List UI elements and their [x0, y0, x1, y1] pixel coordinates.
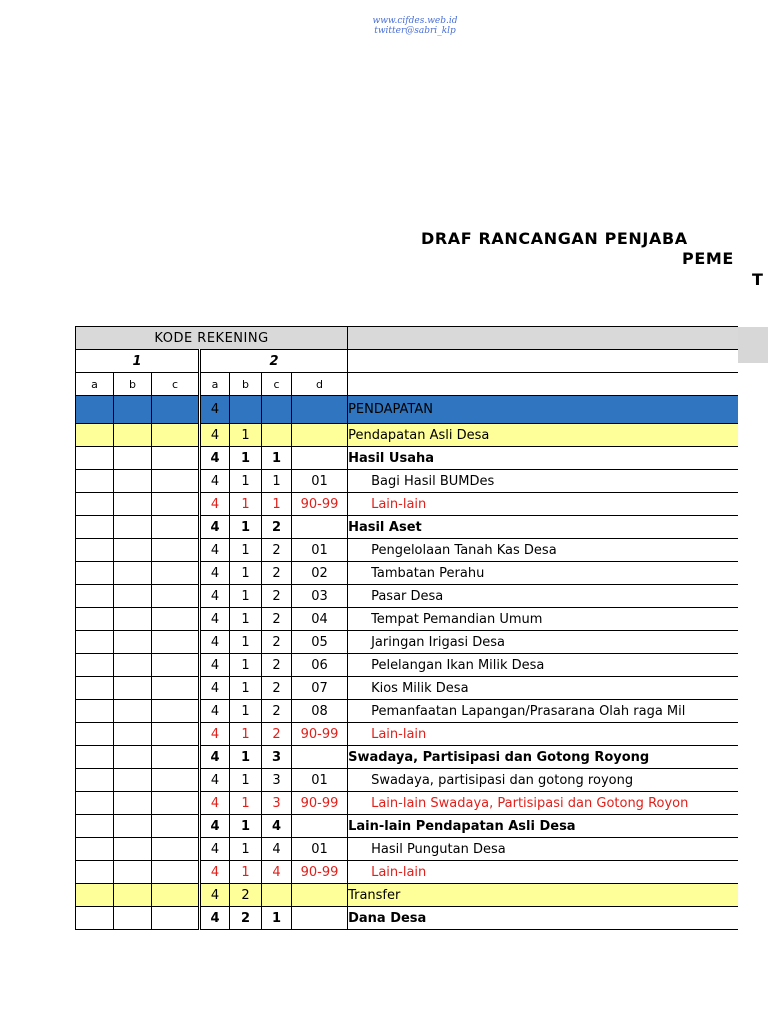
code-d: 01: [292, 470, 348, 493]
empty-cell-1: [76, 396, 114, 424]
empty-cell-1: [76, 746, 114, 769]
code-a: 4: [200, 631, 230, 654]
code-d: 90-99: [292, 723, 348, 746]
account-description: Bagi Hasil BUMDes: [348, 470, 738, 493]
code-a: 4: [200, 723, 230, 746]
account-description: Pengelolaan Tanah Kas Desa: [348, 539, 738, 562]
table-row: [76, 838, 739, 861]
code-a: 4: [200, 539, 230, 562]
code-c: [262, 884, 292, 907]
empty-cell-1: [76, 539, 114, 562]
empty-cell-2: [114, 585, 152, 608]
sub-label-a2: a: [200, 373, 230, 396]
empty-cell-2: [114, 470, 152, 493]
code-b: 1: [230, 654, 262, 677]
code-d: 08: [292, 700, 348, 723]
code-d: 07: [292, 677, 348, 700]
empty-cell-1: [76, 815, 114, 838]
empty-cell-3: [152, 631, 200, 654]
code-d: 90-99: [292, 792, 348, 815]
table-row: [76, 562, 739, 585]
code-b: 1: [230, 700, 262, 723]
code-c: 4: [262, 861, 292, 884]
code-d: 02: [292, 562, 348, 585]
empty-cell-1: [76, 700, 114, 723]
empty-cell-3: [152, 424, 200, 447]
code-c: 4: [262, 815, 292, 838]
account-description: Pendapatan Asli Desa: [348, 424, 738, 447]
empty-cell-2: [114, 539, 152, 562]
empty-cell-3: [152, 700, 200, 723]
account-description: Lain-lain Swadaya, Partisipasi dan Gotong Royon: [348, 792, 738, 815]
account-description: Pasar Desa: [348, 585, 738, 608]
code-d: 06: [292, 654, 348, 677]
sub-label-a1: a: [76, 373, 114, 396]
code-b: 1: [230, 516, 262, 539]
empty-cell-3: [152, 516, 200, 539]
empty-cell-1: [76, 654, 114, 677]
account-description: Dana Desa: [348, 907, 738, 930]
table-row: [76, 539, 739, 562]
empty-cell-1: [76, 907, 114, 930]
account-description: Transfer: [348, 884, 738, 907]
empty-cell-2: [114, 700, 152, 723]
table-row: [76, 631, 739, 654]
code-d: [292, 516, 348, 539]
document-title: [0, 229, 768, 289]
code-c: 2: [262, 516, 292, 539]
title-line-3: T: [752, 270, 764, 289]
code-c: 2: [262, 539, 292, 562]
empty-cell-2: [114, 769, 152, 792]
empty-cell-1: [76, 884, 114, 907]
empty-cell-2: [114, 493, 152, 516]
code-d: 04: [292, 608, 348, 631]
table-row: [76, 907, 739, 930]
table-row: [76, 585, 739, 608]
empty-cell-1: [76, 677, 114, 700]
code-b: 2: [230, 884, 262, 907]
code-c: 2: [262, 608, 292, 631]
sub-label-d2: d: [292, 373, 348, 396]
sub-label-row: [76, 373, 739, 396]
watermark: [300, 16, 530, 36]
code-a: 4: [200, 792, 230, 815]
code-c: 4: [262, 838, 292, 861]
sub-label-b2: b: [230, 373, 262, 396]
code-a: 4: [200, 470, 230, 493]
table-row: [76, 815, 739, 838]
table-row: [76, 884, 739, 907]
code-b: [230, 396, 262, 424]
account-description: Pelelangan Ikan Milik Desa: [348, 654, 738, 677]
empty-cell-2: [114, 396, 152, 424]
account-description: Tempat Pemandian Umum: [348, 608, 738, 631]
empty-cell-3: [152, 792, 200, 815]
group-label-blank: [348, 350, 738, 373]
table-row: [76, 608, 739, 631]
code-c: 2: [262, 654, 292, 677]
empty-cell-3: [152, 562, 200, 585]
code-a: 4: [200, 838, 230, 861]
code-c: 2: [262, 585, 292, 608]
code-a: 4: [200, 654, 230, 677]
empty-cell-3: [152, 746, 200, 769]
code-d: 01: [292, 539, 348, 562]
empty-cell-2: [114, 631, 152, 654]
empty-cell-3: [152, 884, 200, 907]
empty-cell-1: [76, 631, 114, 654]
code-a: 4: [200, 585, 230, 608]
code-c: 3: [262, 792, 292, 815]
account-code-table: [75, 326, 738, 938]
code-d: [292, 907, 348, 930]
table-row: [76, 470, 739, 493]
code-a: 4: [200, 608, 230, 631]
code-d: [292, 424, 348, 447]
code-d: [292, 447, 348, 470]
group-label-2: 2: [200, 350, 348, 373]
watermark-twitter: twitter@sabri_klp: [374, 26, 456, 36]
empty-cell-3: [152, 654, 200, 677]
empty-cell-1: [76, 493, 114, 516]
table-row: [76, 516, 739, 539]
empty-cell-2: [114, 654, 152, 677]
empty-cell-2: [114, 746, 152, 769]
code-b: 1: [230, 769, 262, 792]
empty-cell-2: [114, 516, 152, 539]
code-b: 1: [230, 608, 262, 631]
code-b: 1: [230, 470, 262, 493]
empty-cell-1: [76, 447, 114, 470]
code-b: 1: [230, 424, 262, 447]
code-a: 4: [200, 447, 230, 470]
code-d: [292, 746, 348, 769]
code-b: 1: [230, 631, 262, 654]
code-b: 1: [230, 539, 262, 562]
code-b: 1: [230, 792, 262, 815]
code-b: 2: [230, 907, 262, 930]
empty-cell-2: [114, 424, 152, 447]
code-a: 4: [200, 396, 230, 424]
table-row: [76, 396, 739, 424]
code-c: 2: [262, 700, 292, 723]
empty-cell-3: [152, 723, 200, 746]
empty-cell-3: [152, 815, 200, 838]
empty-cell-2: [114, 608, 152, 631]
empty-cell-2: [114, 861, 152, 884]
code-a: 4: [200, 700, 230, 723]
empty-cell-3: [152, 608, 200, 631]
account-description: Lain-lain: [348, 861, 738, 884]
code-b: 1: [230, 447, 262, 470]
header-kode-rekening: KODE REKENING: [76, 327, 348, 350]
empty-cell-3: [152, 470, 200, 493]
empty-cell-3: [152, 677, 200, 700]
sub-label-c2: c: [262, 373, 292, 396]
empty-cell-3: [152, 396, 200, 424]
code-b: 1: [230, 746, 262, 769]
account-description: Lain-lain: [348, 493, 738, 516]
empty-cell-2: [114, 815, 152, 838]
table-grid: [75, 326, 738, 930]
code-a: 4: [200, 815, 230, 838]
code-b: 1: [230, 493, 262, 516]
code-b: 1: [230, 815, 262, 838]
empty-cell-3: [152, 861, 200, 884]
code-d: 03: [292, 585, 348, 608]
empty-cell-1: [76, 585, 114, 608]
code-a: 4: [200, 677, 230, 700]
table-row: [76, 792, 739, 815]
account-description: Pemanfaatan Lapangan/Prasarana Olah raga Mil: [348, 700, 738, 723]
account-description: Swadaya, partisipasi dan gotong royong: [348, 769, 738, 792]
account-description: Swadaya, Partisipasi dan Gotong Royong: [348, 746, 738, 769]
empty-cell-2: [114, 562, 152, 585]
account-description: Tambatan Perahu: [348, 562, 738, 585]
empty-cell-3: [152, 539, 200, 562]
code-d: 05: [292, 631, 348, 654]
empty-cell-1: [76, 470, 114, 493]
table-row: [76, 769, 739, 792]
empty-cell-2: [114, 723, 152, 746]
code-c: 1: [262, 493, 292, 516]
empty-cell-1: [76, 608, 114, 631]
empty-cell-3: [152, 769, 200, 792]
empty-cell-3: [152, 447, 200, 470]
empty-cell-2: [114, 447, 152, 470]
table-row: [76, 861, 739, 884]
code-c: 1: [262, 470, 292, 493]
code-b: 1: [230, 861, 262, 884]
empty-cell-1: [76, 723, 114, 746]
table-row: [76, 723, 739, 746]
account-description: Hasil Aset: [348, 516, 738, 539]
code-d: [292, 396, 348, 424]
group-label-1: 1: [76, 350, 200, 373]
account-description: PENDAPATAN: [348, 396, 738, 424]
sub-label-b1: b: [114, 373, 152, 396]
empty-cell-1: [76, 562, 114, 585]
code-b: 1: [230, 677, 262, 700]
code-a: 4: [200, 907, 230, 930]
code-b: 1: [230, 838, 262, 861]
empty-cell-2: [114, 884, 152, 907]
code-c: 3: [262, 746, 292, 769]
code-b: 1: [230, 723, 262, 746]
account-description: Lain-lain Pendapatan Asli Desa: [348, 815, 738, 838]
sub-label-blank: [348, 373, 738, 396]
code-a: 4: [200, 516, 230, 539]
group-number-row: [76, 350, 739, 373]
code-c: 1: [262, 447, 292, 470]
code-a: 4: [200, 884, 230, 907]
title-line-1: DRAF RANCANGAN PENJABA: [421, 229, 688, 248]
code-c: 2: [262, 723, 292, 746]
table-row: [76, 700, 739, 723]
table-row: [76, 447, 739, 470]
empty-cell-1: [76, 792, 114, 815]
account-description: Hasil Usaha: [348, 447, 738, 470]
table-row: [76, 493, 739, 516]
table-row: [76, 424, 739, 447]
table-body: [76, 327, 739, 930]
code-c: 2: [262, 677, 292, 700]
header-description: [348, 327, 738, 350]
empty-cell-1: [76, 424, 114, 447]
code-d: 01: [292, 838, 348, 861]
code-a: 4: [200, 746, 230, 769]
account-description: Lain-lain: [348, 723, 738, 746]
code-c: [262, 424, 292, 447]
empty-cell-2: [114, 838, 152, 861]
code-d: [292, 884, 348, 907]
code-d: 90-99: [292, 861, 348, 884]
empty-cell-1: [76, 516, 114, 539]
code-d: 01: [292, 769, 348, 792]
account-description: Jaringan Irigasi Desa: [348, 631, 738, 654]
empty-cell-3: [152, 907, 200, 930]
header-cell-overflow: [738, 327, 768, 363]
empty-cell-2: [114, 907, 152, 930]
code-c: 2: [262, 562, 292, 585]
empty-cell-3: [152, 585, 200, 608]
code-a: 4: [200, 493, 230, 516]
header-row: [76, 327, 739, 350]
empty-cell-1: [76, 861, 114, 884]
code-a: 4: [200, 861, 230, 884]
code-c: 2: [262, 631, 292, 654]
code-c: 1: [262, 907, 292, 930]
code-d: 90-99: [292, 493, 348, 516]
code-b: 1: [230, 585, 262, 608]
code-a: 4: [200, 769, 230, 792]
code-a: 4: [200, 424, 230, 447]
table-row: [76, 746, 739, 769]
title-line-2: PEME: [682, 249, 734, 268]
sub-label-c1: c: [152, 373, 200, 396]
code-c: 3: [262, 769, 292, 792]
empty-cell-3: [152, 493, 200, 516]
code-d: [292, 815, 348, 838]
code-a: 4: [200, 562, 230, 585]
code-c: [262, 396, 292, 424]
code-b: 1: [230, 562, 262, 585]
empty-cell-3: [152, 838, 200, 861]
empty-cell-1: [76, 838, 114, 861]
empty-cell-2: [114, 677, 152, 700]
account-description: Kios Milik Desa: [348, 677, 738, 700]
empty-cell-1: [76, 769, 114, 792]
watermark-website: www.cifdes.web.id: [372, 16, 458, 26]
table-row: [76, 654, 739, 677]
empty-cell-2: [114, 792, 152, 815]
account-description: Hasil Pungutan Desa: [348, 838, 738, 861]
table-row: [76, 677, 739, 700]
